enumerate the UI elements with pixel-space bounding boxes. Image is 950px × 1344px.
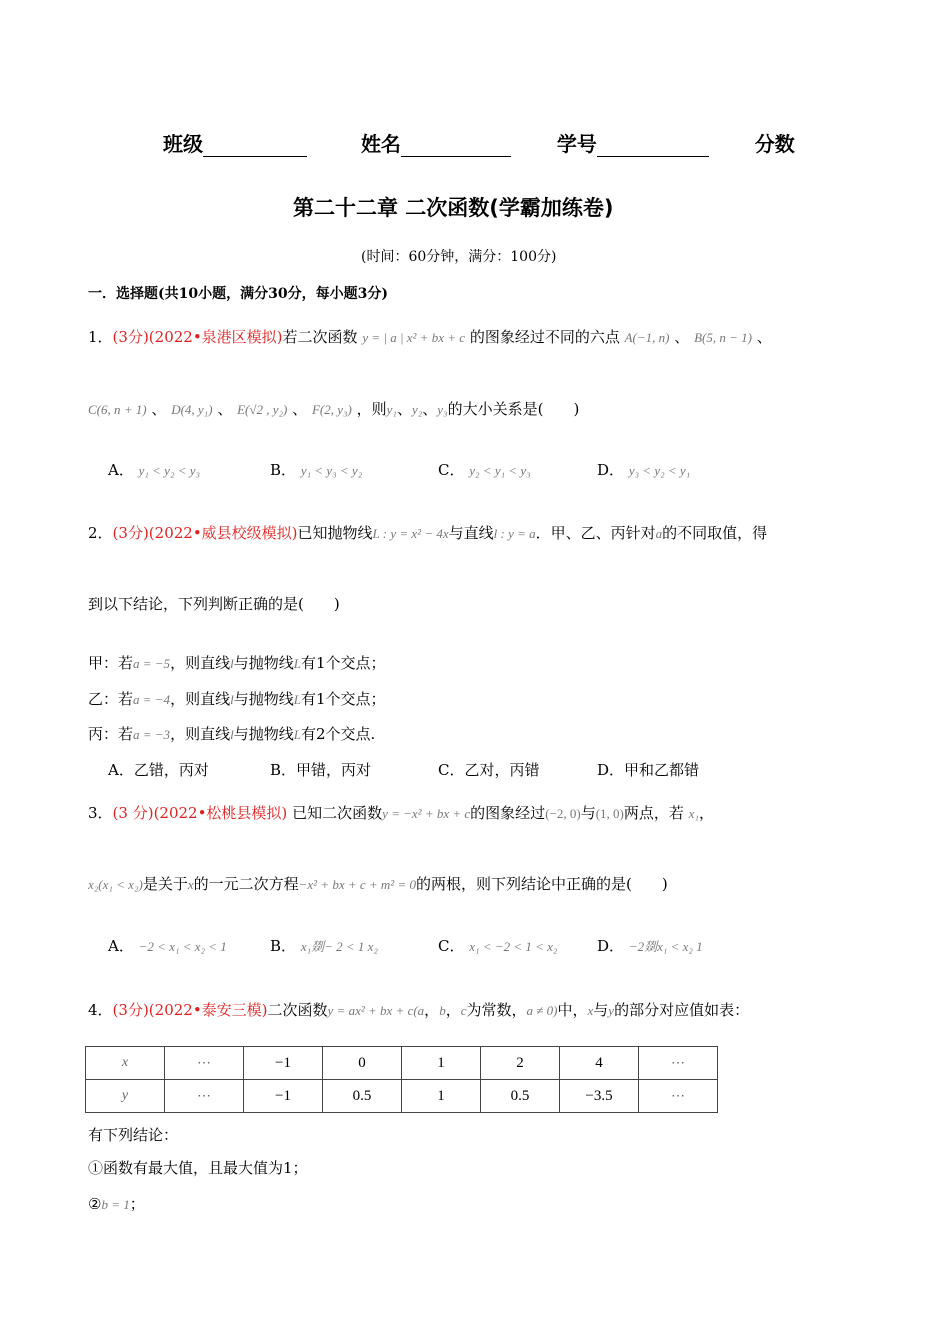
option-formula: −2 < x₁ < x₂ < 1 (138, 939, 227, 954)
stmt-mid: 与抛物线 (233, 690, 294, 708)
q1-text: 若二次函数 (282, 328, 358, 346)
q1-sep: 、 (756, 328, 772, 346)
q3-number: 3． (88, 804, 113, 822)
q2-statement-1 (88, 652, 386, 673)
id-label: 学号 (556, 132, 597, 156)
q3-comma: ， (698, 804, 714, 822)
option-formula: y₃ < y₂ < y₁ (628, 463, 691, 478)
q3-text4: 两点，若 (623, 804, 684, 822)
q3-option-c[interactable] (438, 935, 557, 956)
q1-point-d: D(4, y₁) (171, 402, 213, 417)
option-label: C． (438, 937, 465, 955)
name-label: 姓名 (360, 132, 401, 156)
stmt-l: l (230, 727, 234, 742)
stmt-L: L (293, 692, 301, 707)
conclusion-end: ； (129, 1195, 145, 1213)
option-label: D． (597, 937, 625, 955)
option-label: B． (270, 461, 297, 479)
score-label: 分数 (754, 132, 795, 156)
q3-text: 已知二次函数 (292, 804, 383, 822)
q1-y1: y₁ (386, 402, 397, 417)
q1-y3: y₃ (437, 402, 448, 417)
class-label: 班级 (163, 132, 203, 156)
q2-line1 (88, 522, 767, 543)
q3-formula: y = −x² + bx + c (382, 806, 471, 821)
q3-text3: 与 (580, 804, 596, 822)
q1-sep: 、 (674, 328, 690, 346)
q4-sep: ， (445, 1001, 461, 1019)
table-cell: y (86, 1080, 165, 1113)
table-cell: −1 (244, 1047, 323, 1080)
q2-line: l : y = a (493, 526, 536, 541)
table-cell: 0.5 (481, 1080, 560, 1113)
q1-sep: 、 (151, 400, 167, 418)
table-cell: −3.5 (560, 1080, 639, 1113)
table-cell: 0 (323, 1047, 402, 1080)
q3-x: x (187, 877, 194, 892)
option-label: D． (597, 461, 625, 479)
q4-number: 4． (88, 1001, 113, 1019)
stmt-l: l (230, 692, 234, 707)
q1-line2: C(6, n + 1) 、 D(4, y₁) 、 E(√2 , y₂) 、 F(2, y₃) ，则y₁、y₂、y₃的大小关系是( ) (88, 400, 580, 418)
q1-line1 (88, 326, 772, 347)
table-cell: −1 (244, 1080, 323, 1113)
table-cell: ⋯ (165, 1080, 244, 1113)
q2-option-a[interactable]: A．乙错，丙对 (108, 761, 209, 779)
q3-x1: x₁ (688, 806, 699, 821)
header-fields (163, 128, 795, 157)
stmt-l: l (230, 656, 234, 671)
q1-point-f: F(2, y₃) (311, 402, 352, 417)
stmt-end: 有1个交点； (300, 690, 386, 708)
q4-c: c (460, 1003, 467, 1018)
stmt-formula: a = −5 (133, 656, 171, 671)
stmt-post: ，则直线 (170, 725, 231, 743)
q1-source: (3分)(2022•泉港区模拟) (112, 328, 283, 346)
id-blank[interactable] (597, 156, 709, 157)
q1-option-a[interactable] (108, 459, 200, 480)
option-formula: y₂ < y₁ < y₃ (469, 463, 531, 478)
q3-text2: 的图象经过 (470, 804, 546, 822)
stmt-L: L (293, 727, 301, 742)
q3-option-d[interactable] (597, 935, 703, 956)
q3-text7: 的两根，则下列结论中正确的是 (415, 875, 626, 893)
q3-line2 (88, 873, 668, 894)
option-label: B． (270, 937, 297, 955)
stmt-post: ，则直线 (170, 690, 231, 708)
stmt-post: ，则直线 (170, 654, 231, 672)
q1-formula: y = | a | x² + bx + c (362, 330, 466, 345)
q3-equation: −x² + bx + c + m² = 0 (298, 877, 416, 892)
q2-option-b[interactable]: B．甲错，丙对 (270, 761, 372, 779)
q4-sep: ， (424, 1001, 440, 1019)
table-cell: ⋯ (165, 1047, 244, 1080)
section-heading: 一．选择题(共10小题，满分30分，每小题3分) (88, 286, 388, 302)
q4-formula: y = ax² + bx + c(a (327, 1003, 425, 1018)
option-label: C． (438, 461, 465, 479)
q1-text2: 的图象经过不同的六点 (469, 328, 620, 346)
q1-sep: 、 (217, 400, 233, 418)
q2-option-d[interactable]: D．甲和乙都错 (597, 761, 700, 779)
page-title: 第二十二章 二次函数(学霸加练卷) (293, 196, 614, 220)
option-formula: x₁ < −2 < 1 < x₂ (469, 939, 558, 954)
q4-text7: 的部分对应值如表： (614, 1001, 750, 1019)
stmt-pre: 甲：若 (88, 654, 134, 672)
q1-option-d[interactable] (597, 459, 690, 480)
option-label: A． (108, 937, 134, 955)
table-row-x (86, 1047, 718, 1080)
q3-point1: (−2, 0) (545, 806, 581, 821)
q3-option-b[interactable] (270, 935, 378, 956)
q1-point-b: B(5, n − 1) (694, 330, 752, 345)
q4-line1 (88, 999, 749, 1020)
option-formula: y₁ < y₂ < y₃ (138, 463, 201, 478)
stmt-end: 有1个交点； (300, 654, 386, 672)
q1-option-c[interactable] (438, 459, 531, 480)
option-label: A． (108, 461, 134, 479)
q2-text: 已知抛物线 (297, 524, 373, 542)
q2-statement-3 (88, 723, 375, 744)
q3-point2: (1, 0) (595, 806, 624, 821)
table-cell: 1 (402, 1080, 481, 1113)
q1-point-e: E(√2 , y₂) (237, 402, 288, 417)
table-row-y (86, 1080, 718, 1113)
q2-statement-2 (88, 688, 386, 709)
q3-text6: 的一元二次方程 (193, 875, 299, 893)
conclusion-formula: b = 1 (101, 1197, 130, 1212)
stmt-formula: a = −4 (133, 692, 171, 707)
q2-text4: 的不同取值，得 (662, 524, 768, 542)
q1-point-c: C(6, n + 1) (88, 402, 147, 417)
q4-conclusion-1: ①函数有最大值，且最大值为1； (88, 1159, 308, 1177)
q1-answer-paren[interactable]: ( ) (537, 400, 580, 418)
q4-b: b (439, 1003, 446, 1018)
q2-answer-paren[interactable]: ( ) (298, 595, 340, 613)
stmt-mid: 与抛物线 (233, 654, 294, 672)
q3-line1 (88, 802, 714, 823)
option-formula: y₁ < y₃ < y₂ (300, 463, 363, 478)
q4-text5: 中， (557, 1001, 588, 1019)
q2-a: a (655, 526, 663, 541)
stmt-end: 有2个交点. (300, 725, 376, 743)
q1-y2: y₂ (411, 402, 423, 417)
q3-roots: x₂(x₁ < x₂) (88, 877, 143, 892)
q2-number: 2． (88, 524, 113, 542)
q3-option-a[interactable] (108, 935, 227, 956)
q2-text3: ．甲、乙、丙针对 (535, 524, 656, 542)
table-cell: ⋯ (639, 1080, 718, 1113)
class-blank[interactable] (203, 156, 307, 157)
option-formula: x₁剟− 2 < 1 x₂ (300, 939, 378, 954)
subtitle: (时间：60分钟，满分：100分) (361, 249, 557, 265)
q4-intro: 有下列结论： (88, 1126, 179, 1144)
q2-source: (3分)(2022•威县校级模拟) (112, 524, 298, 542)
value-table (85, 1046, 718, 1113)
q1-option-b[interactable] (270, 459, 362, 480)
stmt-pre: 乙：若 (88, 690, 134, 708)
q2-parabola: L : y = x² − 4x (372, 526, 449, 541)
q3-source: (3 分)(2022•松桃县模拟) (112, 804, 288, 822)
q2-text5: 到以下结论，下列判断正确的是 (88, 595, 299, 613)
q1-sep: 、 (292, 400, 308, 418)
stmt-mid: 与抛物线 (233, 725, 294, 743)
stmt-L: L (293, 656, 301, 671)
table-cell: 4 (560, 1047, 639, 1080)
q2-line2 (88, 593, 340, 614)
table-cell: 1 (402, 1047, 481, 1080)
table-cell: 0.5 (323, 1080, 402, 1113)
table-cell: x (86, 1047, 165, 1080)
q3-answer-paren[interactable]: ( ) (626, 875, 668, 893)
conclusion-number: ② (88, 1195, 102, 1213)
q4-y: y (608, 1003, 615, 1018)
q4-text4: 为常数， (466, 1001, 527, 1019)
q4-source: (3分)(2022•泰安三模) (112, 1001, 268, 1019)
q1-number: 1． (88, 328, 113, 346)
q1-point-a: A(−1, n) (624, 330, 670, 345)
q4-text: 二次函数 (267, 1001, 328, 1019)
q4-text6: 与 (593, 1001, 609, 1019)
q4-conclusion-2 (88, 1193, 145, 1214)
q1-text4: 的大小关系是 (447, 400, 538, 418)
name-blank[interactable] (401, 156, 511, 157)
stmt-formula: a = −3 (133, 727, 171, 742)
q4-condition: a ≠ 0) (526, 1003, 558, 1018)
q1-text3: ，则 (356, 400, 387, 418)
q2-text2: 与直线 (448, 524, 494, 542)
q3-text5: 是关于 (142, 875, 188, 893)
q2-option-c[interactable]: C．乙对，丙错 (438, 761, 540, 779)
table-cell: ⋯ (639, 1047, 718, 1080)
q4-x: x (587, 1003, 594, 1018)
table-cell: 2 (481, 1047, 560, 1080)
option-formula: −2剟x₁ < x₂ 1 (628, 939, 703, 954)
stmt-pre: 丙：若 (88, 725, 134, 743)
